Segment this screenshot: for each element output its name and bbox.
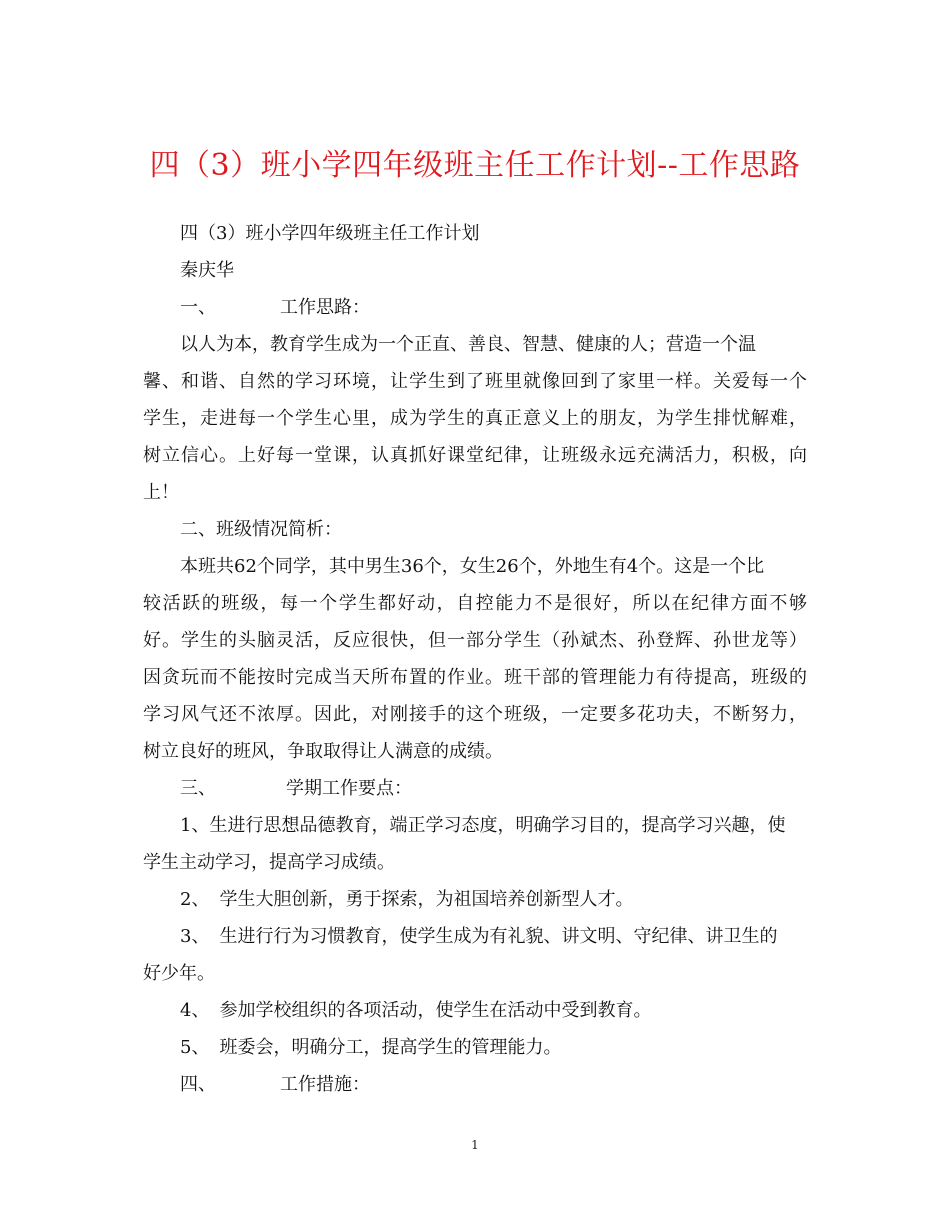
section-title: 工作思路：	[280, 297, 370, 318]
list-item-2: 2、 学生大胆创新，勇于探索，为祖国培养创新型人才。	[180, 889, 634, 910]
section-number: 一、	[180, 297, 216, 318]
document-title: 四（3）班小学四年级班主任工作计划--工作思路	[149, 148, 801, 183]
subtitle: 四（3）班小学四年级班主任工作计划	[180, 223, 480, 244]
list-item-1-cont: 学生主动学习，提高学习成绩。	[143, 852, 395, 873]
section-2-heading: 二、班级情况简析：	[180, 519, 342, 540]
section-1-heading	[180, 296, 370, 320]
paragraph-line: 树立信心。上好每一堂课，认真抓好课堂纪律，让班级永远充满活力，积极，向	[143, 445, 807, 466]
paragraph-line: 上！	[143, 482, 179, 503]
list-item-3: 3、 生进行行为习惯教育，使学生成为有礼貌、讲文明、守纪律、讲卫生的	[180, 926, 778, 947]
paragraph-line: 以人为本，教育学生成为一个正直、善良、智慧、健康的人；营造一个温	[180, 334, 756, 355]
paragraph-line: 好。学生的头脑灵活，反应很快，但一部分学生（孙斌杰、孙登辉、孙世龙等）	[143, 630, 807, 651]
list-item-3-cont: 好少年。	[143, 963, 215, 984]
paragraph-line: 本班共62个同学，其中男生36个，女生26个，外地生有4个。这是一个比	[180, 556, 765, 577]
list-item-4: 4、 参加学校组织的各项活动，使学生在活动中受到教育。	[180, 1000, 652, 1021]
section-number: 三、	[180, 778, 216, 799]
section-4-heading	[180, 1073, 370, 1097]
section-number: 四、	[180, 1074, 216, 1095]
paragraph-line: 学生，走进每一个学生心里，成为学生的真正意义上的朋友，为学生排忧解难，	[143, 408, 807, 429]
paragraph-line: 较活跃的班级，每一个学生都好动，自控能力不是很好，所以在纪律方面不够	[143, 593, 807, 614]
paragraph-line: 因贪玩而不能按时完成当天所布置的作业。班干部的管理能力有待提高，班级的	[143, 667, 807, 688]
section-3-heading	[180, 777, 412, 801]
paragraph-line: 树立良好的班风，争取取得让人满意的成绩。	[143, 741, 503, 762]
section-title: 工作措施：	[280, 1074, 370, 1095]
paragraph-line: 馨、和谐、自然的学习环境，让学生到了班里就像回到了家里一样。关爱每一个	[143, 371, 807, 392]
list-item-1: 1、生进行思想品德教育，端正学习态度，明确学习目的，提高学习兴趣，使	[180, 815, 786, 836]
author: 秦庆华	[180, 260, 234, 281]
section-title: 学期工作要点：	[286, 778, 412, 799]
list-item-5: 5、 班委会，明确分工，提高学生的管理能力。	[180, 1037, 562, 1058]
paragraph-line: 学习风气还不浓厚。因此，对刚接手的这个班级，一定要多花功夫，不断努力，	[143, 704, 807, 725]
page-number: 1	[471, 1138, 479, 1152]
